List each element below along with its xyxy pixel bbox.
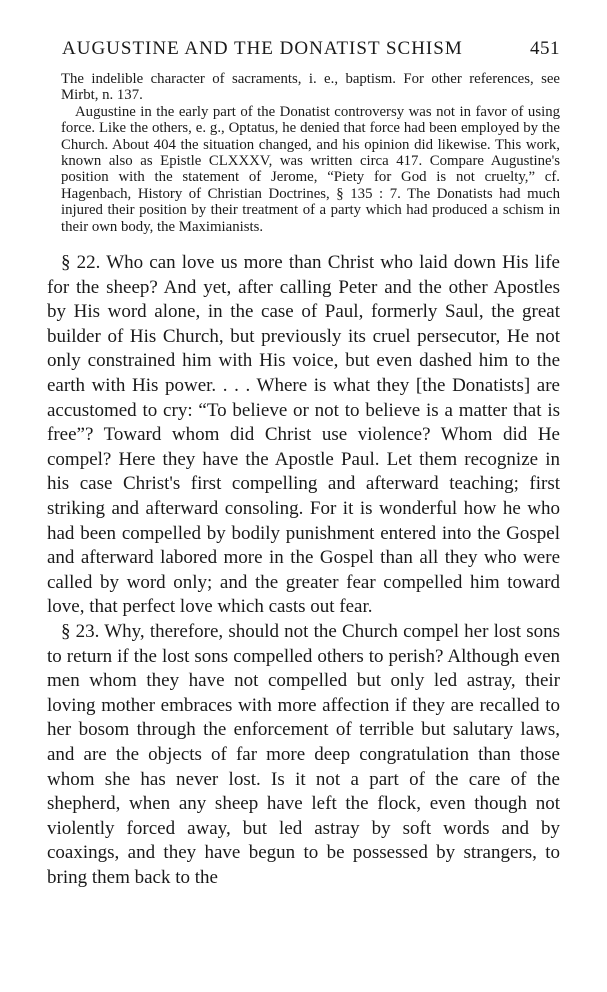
footnotes-block [61, 71, 560, 235]
book-page [47, 38, 560, 891]
running-head [62, 38, 560, 60]
text-paragraph: § 22. Who can love us more than Christ who laid down His life for the sheep? And yet, after calling Peter and the other Apostles by His word alone, in the case of Paul, formerly Saul, the great builder of His Church, but previously its cruel persecutor, He not only constrained him with His voice, but even dashed him to the earth with His power. . . . Where is what they [the Donatists] are accustomed to cry: “To believe or not to believe is a matter that is free”? Toward whom did Christ use violence? Whom did He compel? Here they have the Apostle Paul. Let them recognize in his case Christ's first compelling and afterward teaching; first striking and afterward consoling. For it is wonderful how he who had been compelled by bodily punishment entered into the Gospel and afterward labored more in the Gospel than all they who were called by word only; and the greater fear compelled him toward love, that perfect love which casts out fear. [47, 252, 560, 618]
text-paragraph: § 23. Why, therefore, should not the Church compel her lost sons to return if the lost sons compelled others to perish? Although even men whom they have not compelled but only led astray, their loving mother embraces with more affection if they are recalled to her bosom through the enforcement of terrible but salutary laws, and are the objects of far more deep congratulation than those whom she has never lost. Is it not a part of the care of the shepherd, when any sheep have left the flock, even though not violently forced away, but led astray by soft words and by coaxings, and they have begun to be possessed by strangers, to bring them back to the [47, 620, 560, 888]
note-paragraph: The indelible character of sacraments, i. e., baptism. For other references, see Mirbt, n. 137. [61, 71, 560, 104]
page-number: 451 [530, 38, 560, 59]
running-title: AUGUSTINE AND THE DONATIST SCHISM [62, 38, 463, 59]
note-paragraph: Augustine in the early part of the Donatist controversy was not in favor of using force. Like the others, e. g., Optatus, he denied that force had been employed by the Church. About 404 the situation changed, and his opinion did likewise. This work, known also as Epistle CLXXXV, was written circa 417. Compare Augustine's position with the statement of Jerome, “Piety for God is not cruelty,” cf. Hagenbach, History of Christian Doctrines, § 135 : 7. The Donatists had much injured their position by their treatment of a party which had produced a schism in their own body, the Maximianists. [61, 103, 560, 235]
main-text [47, 251, 560, 890]
